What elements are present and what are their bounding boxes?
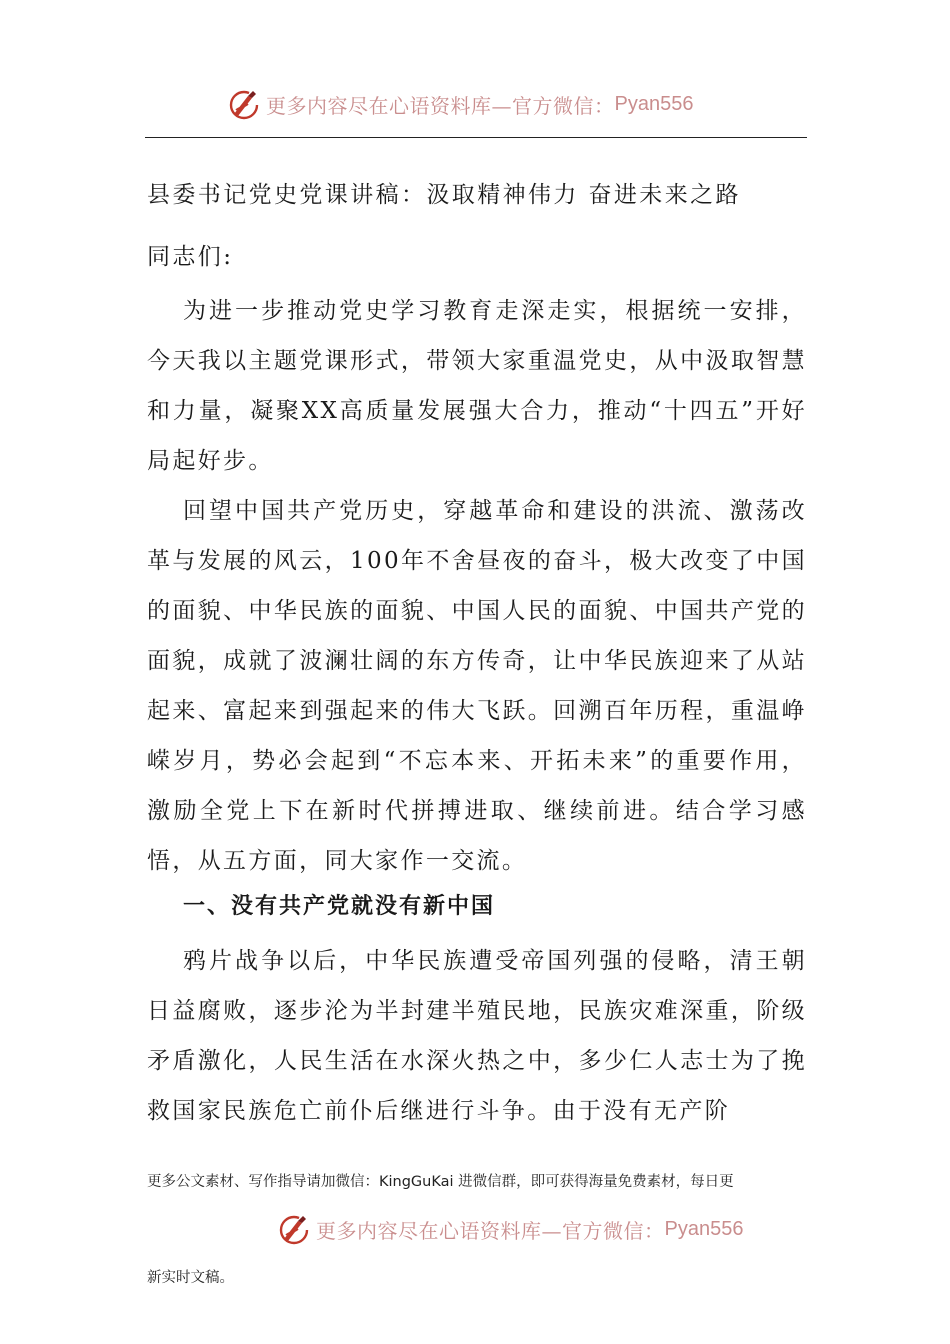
watermark-wechat-id: Pyan556 (614, 92, 694, 115)
footer-note-continuation: 新实时文稿。 (147, 1270, 234, 1286)
document-title: 县委书记党史党课讲稿：汲取精神伟力 奋进未来之路 (147, 182, 741, 208)
logo-icon (226, 86, 262, 122)
salutation: 同志们: (147, 244, 234, 270)
paragraph-1: 为进一步推动党史学习教育走深走实，根据统一安排，今天我以主题党课形式，带领大家重温党史，从中汲取智慧和力量，凝聚XX高质量发展强大合力，推动“十四五”开好局起好步。 (147, 298, 807, 474)
watermark-text: 更多内容尽在心语资料库—官方微信： (316, 1218, 665, 1243)
logo-icon (276, 1211, 312, 1247)
paragraph-2: 回望中国共产党历史，穿越革命和建设的洪流、激荡改革与发展的风云，100年不舍昼夜的奋斗，极大改变了中国的面貌、中华民族的面貌、中国人民的面貌、中国共产党的面貌，成就了波澜壮阔的东方传奇，让中华民族迎来了从站起来、富起来到强起来的伟大飞跃。回溯百年历程，重温峥嵘岁月，势必会起到“不忘本来、开拓未来”的重要作用，激励全党上下在新时代拼搏进取、继续前进。结合学习感悟，从五方面，同大家作一交流。 (147, 498, 807, 874)
section-heading-1: 一、没有共产党就没有新中国 (183, 894, 496, 919)
header-watermark (226, 84, 693, 124)
footer-watermark (276, 1209, 743, 1249)
paragraph-3: 鸦片战争以后，中华民族遭受帝国列强的侵略，清王朝日益腐败，逐步沦为半封建半殖民地，民族灾难深重，阶级矛盾激化，人民生活在水深火热之中，多少仁人志士为了挽救国家民族危亡前仆后继进行斗争。由于没有无产阶 (147, 948, 807, 1124)
footer-note: 更多公文素材、写作指导请加微信：KingGuKai 进微信群，即可获得海量免费素材，每日更 (147, 1174, 734, 1190)
watermark-text: 更多内容尽在心语资料库—官方微信： (266, 93, 615, 118)
header-divider (145, 137, 807, 138)
watermark-wechat-id: Pyan556 (664, 1217, 744, 1240)
